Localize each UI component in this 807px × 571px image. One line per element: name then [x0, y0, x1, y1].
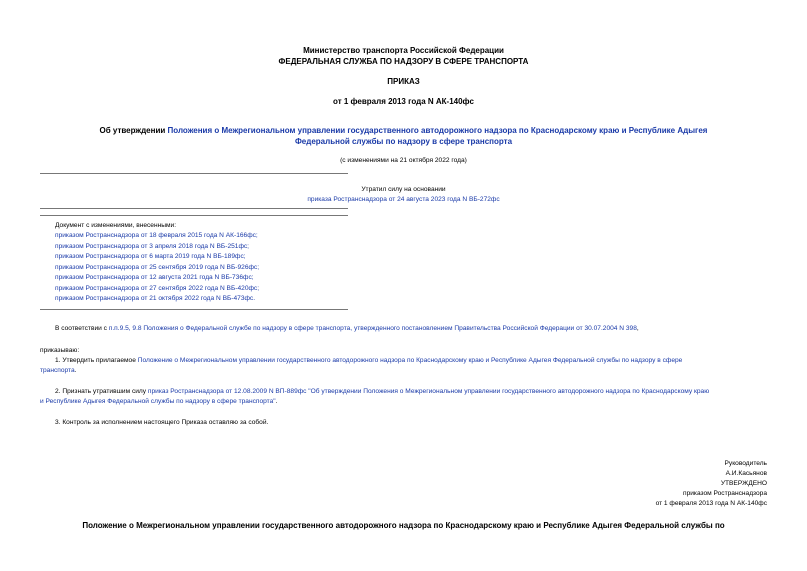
lost-force-text: Утратил силу на основании: [361, 186, 446, 193]
change-item[interactable]: приказом Ространснадзора от 6 марта 2019 года N ВБ-189фс;: [55, 253, 246, 260]
change-item[interactable]: приказом Ространснадзора от 27 сентября 2022 года N ВБ-420фс;: [55, 284, 260, 292]
change-item[interactable]: приказом Ространснадзора от 12 августа 2021 года N ВБ-736фс;: [55, 274, 254, 281]
change-item[interactable]: приказом Ространснадзора от 3 апреля 2018 года N ВБ-251фс;: [55, 242, 250, 250]
basis-paragraph: [55, 325, 639, 332]
change-item[interactable]: приказом Ространснадзора от 21 октября 2022 года N ВБ-473фс.: [55, 295, 256, 302]
basis-suffix: ,: [636, 325, 639, 332]
title-link[interactable]: Положения о Межрегиональном управлении государственного автодорожного надзора по Краснодарскому краю и Республике Адыгея: [167, 126, 708, 135]
basis-prefix: В соответствии с: [55, 325, 109, 332]
approved-date: от 1 февраля 2013 года N АК-140фс: [655, 500, 767, 507]
p1-prefix: 1. Утвердить прилагаемое: [55, 357, 138, 364]
change-item[interactable]: приказом Ространснадзора от 18 февраля 2015 года N АК-166фс;: [55, 232, 258, 239]
signer-name: А.И.Касьянов: [725, 470, 767, 477]
service-name: ФЕДЕРАЛЬНАЯ СЛУЖБА ПО НАДЗОРУ В СФЕРЕ ТРАНСПОРТА: [278, 57, 529, 66]
ministry-name: Министерство транспорта Российской Федерации: [303, 46, 504, 55]
signer-role: Руководитель: [724, 460, 767, 467]
p1-link-cont[interactable]: транспорта: [40, 367, 75, 374]
approved-by-order: приказом Ространснадзора: [683, 490, 767, 497]
p1-link[interactable]: Положение о Межрегиональном управлении государственного автодорожного надзора по Краснодарскому краю и Республике Адыгея Федеральной службы по надзору в сфере: [137, 357, 683, 364]
doc-type: ПРИКАЗ: [387, 77, 420, 86]
divider: [40, 215, 348, 216]
divider: [40, 309, 348, 310]
doc-title-line1: [0, 126, 807, 135]
basis-link[interactable]: п.п.9.5, 9.8 Положения о Федеральной службе по надзору в сфере транспорта, утвержденного постановлением Правительства Российской Федерации от 30.07.2004 N 398: [108, 325, 637, 332]
paragraph-3: 3. Контроль за исполнением настоящего Приказа оставляю за собой.: [55, 419, 269, 426]
p2-link-cont[interactable]: и Республике Адыгея Федеральной службы по надзору в сфере транспорта": [40, 398, 276, 405]
changes-heading: Документ с изменениями, внесенными:: [55, 222, 177, 229]
regulation-title: Положение о Межрегиональном управлении государственного автодорожного надзора по Краснодарскому краю и Республике Адыгея Федеральной службы по: [82, 521, 725, 530]
change-item[interactable]: приказом Ространснадзора от 25 сентября 2019 года N ВБ-926фс;: [55, 263, 260, 271]
paragraph-1-line1: [55, 357, 682, 364]
title-prefix: Об утверждении: [99, 126, 168, 135]
amended-note: (с изменениями на 21 октября 2022 года): [340, 157, 467, 164]
p2-suffix: .: [275, 398, 278, 405]
order-word: приказываю:: [40, 347, 80, 354]
p1-suffix: .: [74, 367, 77, 374]
p2-link[interactable]: приказ Ространснадзора от 12.08.2009 N ВП-889фс "Об утверждении Положения о Межрегиональном управлении государственного автодорожного надзора по Краснодарскому краю: [147, 388, 710, 395]
divider: [40, 173, 348, 174]
doc-title-line2[interactable]: Федеральной службы по надзору в сфере транспорта: [294, 137, 513, 146]
lost-force-link[interactable]: приказа Ространснадзора от 24 августа 2023 года N ВБ-272фс: [307, 196, 500, 203]
p2-prefix: 2. Признать утратившим силу: [55, 388, 148, 395]
divider: [40, 208, 348, 209]
paragraph-2-line1: [55, 388, 709, 395]
paragraph-1-line2: [40, 367, 77, 374]
approved-label: УТВЕРЖДЕНО: [720, 480, 767, 487]
doc-date-number: от 1 февраля 2013 года N АК-140фс: [333, 97, 474, 106]
paragraph-2-line2: [40, 398, 277, 405]
